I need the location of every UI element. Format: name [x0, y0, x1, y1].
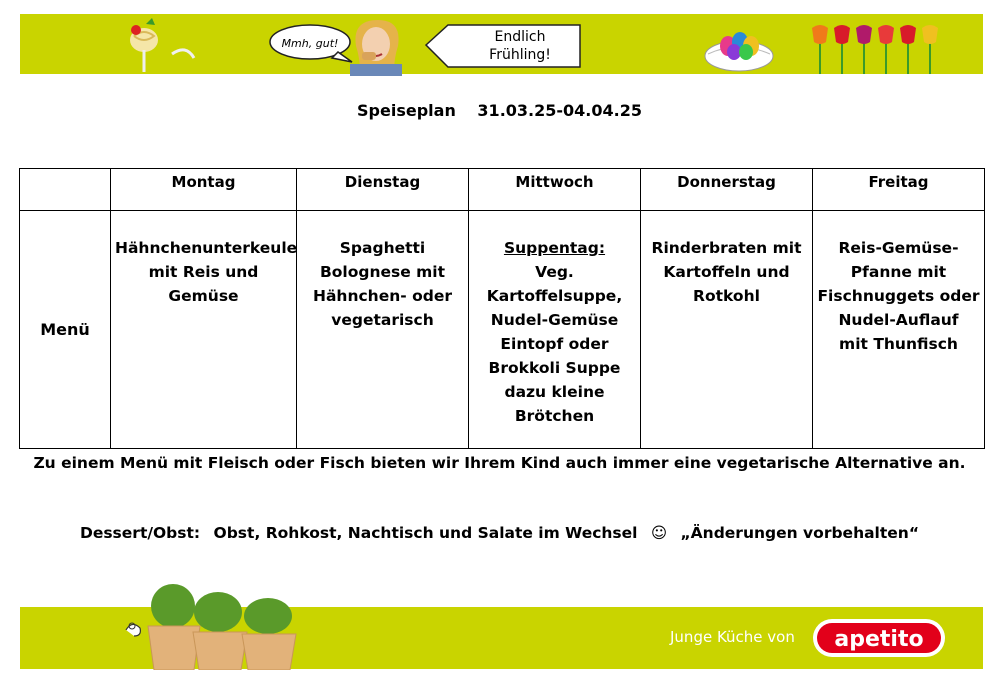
- menu-line: dazu kleine: [504, 383, 605, 401]
- easter-nest-icon: [698, 16, 780, 76]
- tulips-icon: [806, 24, 942, 74]
- dessert-label: Dessert/Obst:: [79, 524, 201, 542]
- menu-line: Kartoffelsuppe,: [486, 287, 623, 305]
- menu-line: mit Reis und: [148, 263, 259, 281]
- menu-line: Brokkoli Suppe: [488, 359, 621, 377]
- menu-cell-dienstag: [297, 211, 469, 449]
- spring-sign-icon: [420, 17, 590, 75]
- page-title: [0, 101, 999, 120]
- smiley-icon: ☺: [650, 524, 668, 542]
- menu-line: Rinderbraten mit: [651, 239, 802, 257]
- menu-cell-montag: [111, 211, 297, 449]
- sign-line2: Frühling!: [489, 47, 551, 63]
- title-date-range: 31.03.25-04.04.25: [477, 101, 642, 120]
- menu-table: [19, 168, 985, 449]
- brand-text: Junge Küche von: [670, 628, 795, 646]
- header-day-dienstag: Dienstag: [297, 169, 469, 211]
- vegetarian-note: Zu einem Menü mit Fleisch oder Fisch bieten wir Ihrem Kind auch immer eine vegetarische Alternative an.: [33, 454, 966, 472]
- menu-line: Eintopf oder: [500, 335, 609, 353]
- logo-text: apetito: [834, 627, 924, 652]
- menu-line: Veg.: [535, 263, 574, 281]
- header-day-montag: Montag: [111, 169, 297, 211]
- row-label-menu: Menü: [20, 211, 111, 449]
- bubble-text: Mmh, gut!: [281, 37, 339, 50]
- menu-cell-mittwoch: [469, 211, 641, 449]
- table-row: [20, 211, 985, 449]
- menu-line: Rotkohl: [693, 287, 760, 305]
- menu-cell-donnerstag: [641, 211, 813, 449]
- menu-line: Spaghetti: [339, 239, 426, 257]
- menu-line: mit Thunfisch: [839, 335, 958, 353]
- disclaimer-text: „Änderungen vorbehalten“: [680, 524, 920, 542]
- menu-line: vegetarisch: [331, 311, 434, 329]
- menu-line: Nudel-Gemüse: [490, 311, 619, 329]
- herb-pots-icon: [118, 578, 318, 670]
- pasta-fork-icon: [122, 16, 202, 74]
- menu-line: Brötchen: [514, 407, 595, 425]
- table-header-row: [20, 169, 985, 211]
- menu-line: Bolognese mit: [319, 263, 446, 281]
- header-day-freitag: Freitag: [813, 169, 985, 211]
- sign-line1: Endlich: [494, 29, 546, 45]
- menu-line: Nudel-Auflauf: [838, 311, 959, 329]
- menu-cell-freitag: [813, 211, 985, 449]
- title-label: Speiseplan: [357, 101, 456, 120]
- dessert-text: Obst, Rohkost, Nachtisch und Salate im Wechsel: [213, 524, 638, 542]
- menu-line: Gemüse: [168, 287, 239, 305]
- menu-line: Pfanne mit: [850, 263, 947, 281]
- header-empty-cell: [20, 169, 111, 211]
- menu-line: Hähnchenunterkeule: [115, 239, 298, 257]
- menu-line: Fischnuggets oder: [817, 287, 980, 305]
- menu-line: Reis-Gemüse-: [838, 239, 959, 257]
- menu-line: Kartoffeln und: [663, 263, 790, 281]
- header-day-donnerstag: Donnerstag: [641, 169, 813, 211]
- girl-eating-icon: [340, 16, 412, 76]
- menu-line: Hähnchen- oder: [312, 287, 452, 305]
- dessert-line: [0, 524, 999, 542]
- header-day-mittwoch: Mittwoch: [469, 169, 641, 211]
- apetito-logo: [812, 618, 946, 658]
- suppentag-heading: Suppentag:: [503, 239, 606, 257]
